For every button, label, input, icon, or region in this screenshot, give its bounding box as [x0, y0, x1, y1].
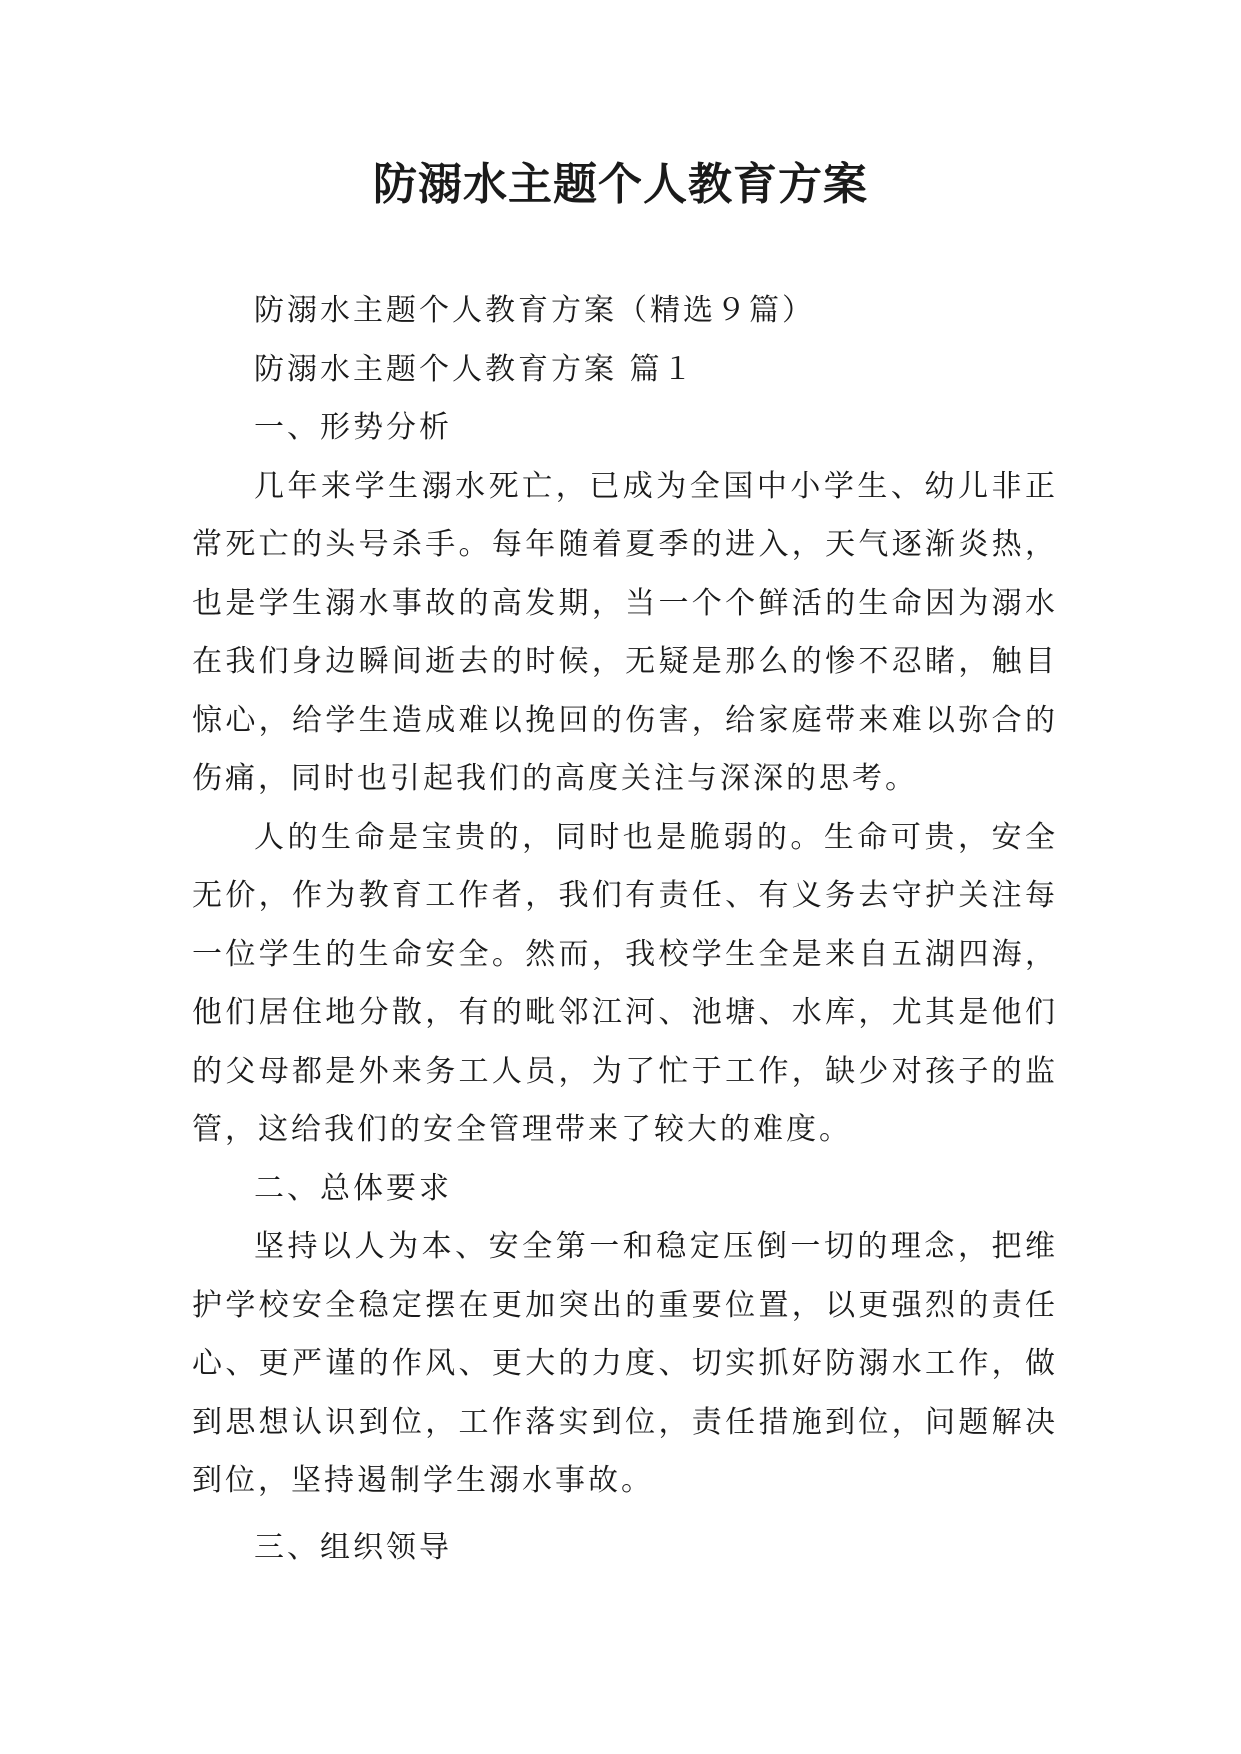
paragraph-life-value: [192, 809, 1058, 1160]
paragraph-line: 管，这给我们的安全管理带来了较大的难度。: [192, 1112, 852, 1147]
document-body: [192, 282, 1058, 1577]
paragraph-line: 护学校安全稳定摆在更加突出的重要位置，以更强烈的责任: [192, 1287, 1058, 1323]
paragraph-line: 常死亡的头号杀手。每年随着夏季的进入，天气逐渐炎热，: [192, 527, 1058, 562]
paragraph-line: 伤痛，同时也引起我们的高度关注与深深的思考。: [192, 761, 918, 796]
paragraph-line: 人的生命是宝贵的，同时也是脆弱的。生命可贵，安全: [254, 819, 1058, 855]
section-heading-organization: 三、组织领导: [254, 1529, 452, 1565]
section-heading-requirements: 二、总体要求: [254, 1170, 452, 1206]
paragraph-line: 到思想认识到位，工作落实到位，责任措施到位，问题解决: [192, 1404, 1058, 1440]
paragraph-line: 坚持以人为本、安全第一和稳定压倒一切的理念，把维: [254, 1229, 1058, 1264]
paragraph-line: 他们居住地分散，有的毗邻江河、池塘、水库，尤其是他们: [192, 995, 1058, 1030]
paragraph-line: 惊心，给学生造成难以挽回的伤害，给家庭带来难以弥合的: [192, 702, 1058, 738]
paragraph-situation-analysis: [192, 458, 1058, 809]
paragraph-line: 几年来学生溺水死亡，已成为全国中小学生、幼儿非正: [254, 468, 1058, 504]
section-heading-situation: 一、形势分析: [254, 410, 452, 445]
paragraph-line: 在我们身边瞬间逝去的时候，无疑是那么的惨不忍睹，触目: [192, 644, 1058, 679]
paragraph-line: 心、更严谨的作风、更大的力度、切实抓好防溺水工作，做: [192, 1346, 1058, 1381]
document-title: 防溺水主题个人教育方案: [373, 159, 868, 210]
paragraph-line: 一位学生的生命安全。然而，我校学生全是来自五湖四海，: [192, 936, 1058, 972]
paragraph-line: 的父母都是外来务工人员，为了忙于工作，缺少对孩子的监: [192, 1053, 1058, 1089]
paragraph-line: 也是学生溺水事故的高发期，当一个个鲜活的生命因为溺水: [192, 585, 1058, 621]
document-subtitle: 防溺水主题个人教育方案（精选９篇）: [254, 293, 815, 328]
chapter-heading: 防溺水主题个人教育方案 篇１: [254, 351, 696, 387]
paragraph-line: 到位，坚持遏制学生溺水事故。: [192, 1463, 654, 1498]
paragraph-line: 无价，作为教育工作者，我们有责任、有义务去守护关注每: [192, 878, 1058, 913]
paragraph-overall-requirements: [192, 1218, 1058, 1511]
